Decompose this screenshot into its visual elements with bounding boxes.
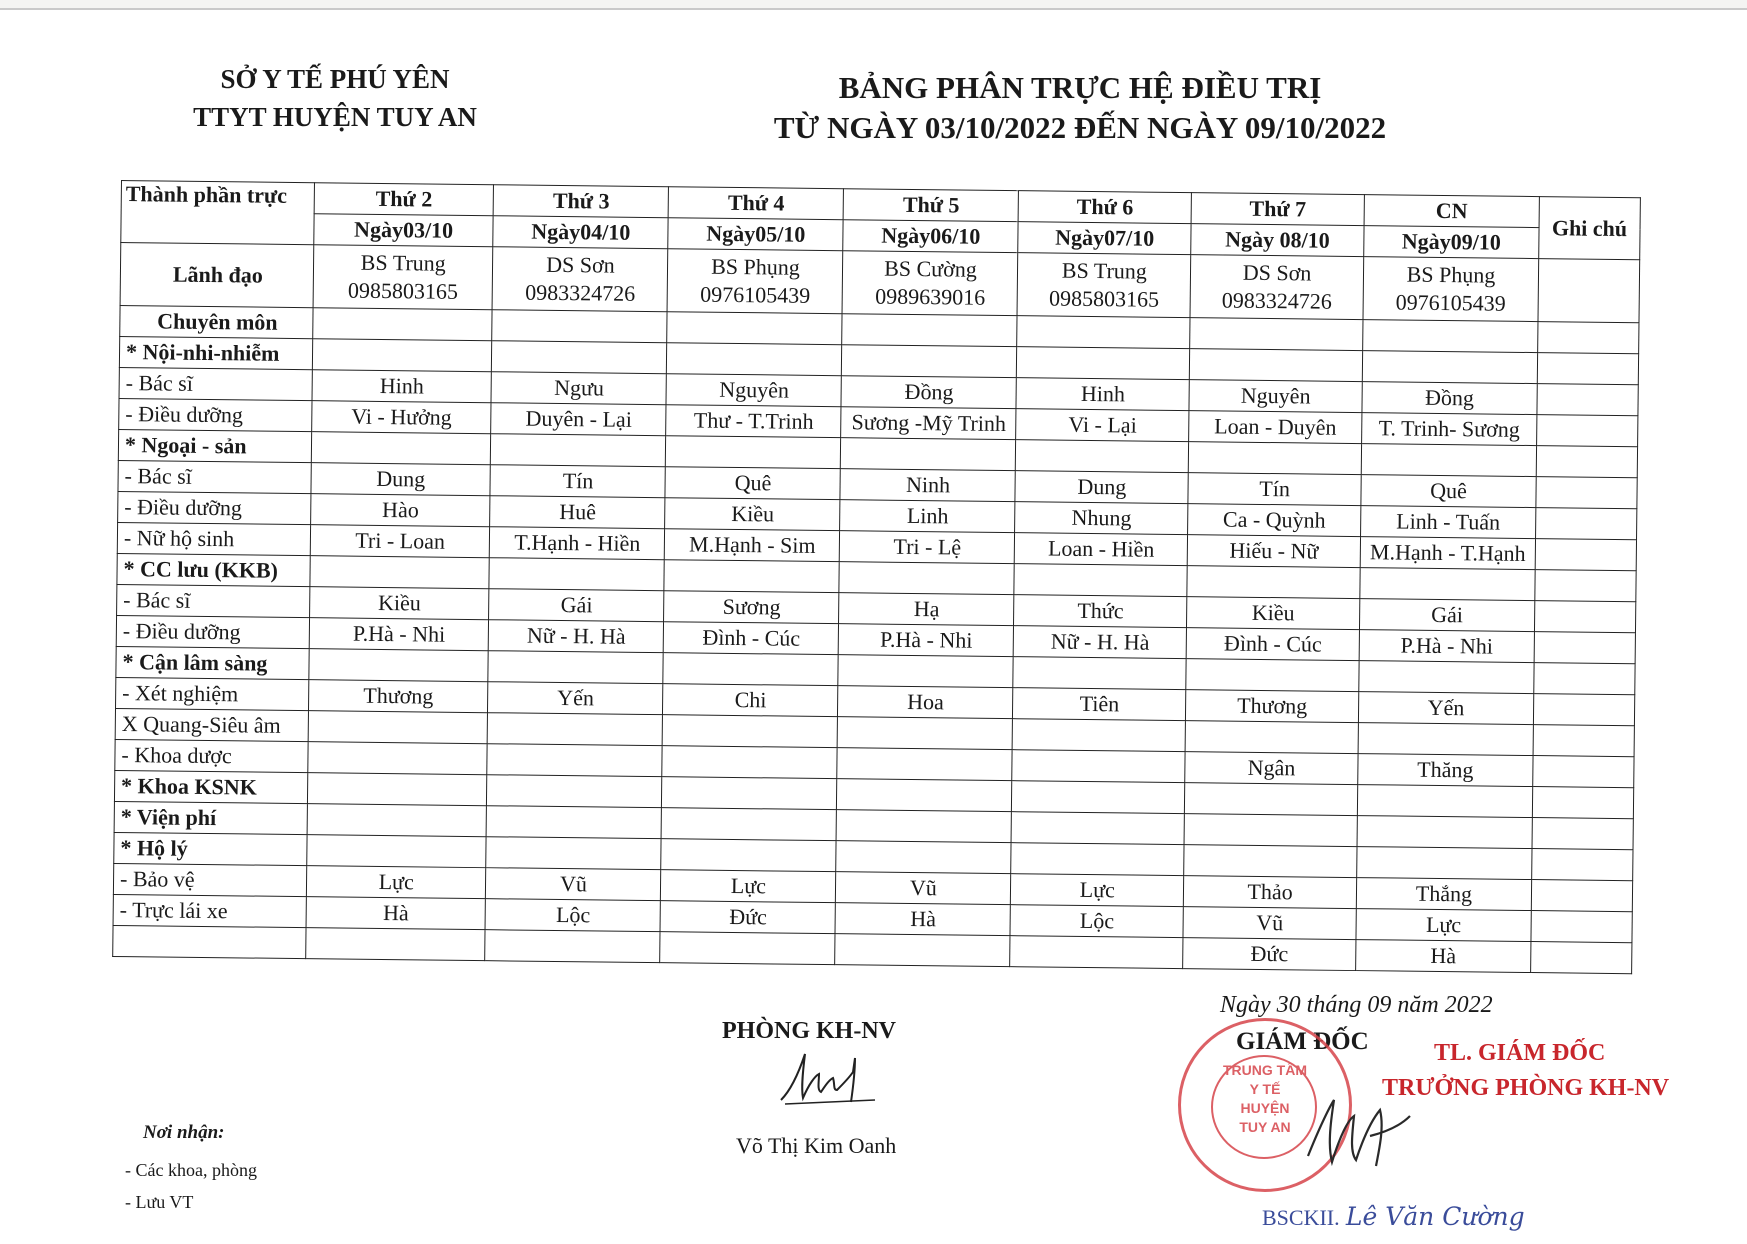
row-label: - Điều dưỡng xyxy=(119,398,312,431)
row-label: * Nội-nhi-nhiễm xyxy=(119,336,312,369)
leader-name: BS Trung xyxy=(1061,257,1148,284)
duty-cell: Yến xyxy=(1358,692,1533,725)
row-label: - Nữ hộ sinh xyxy=(117,522,310,555)
duty-cell xyxy=(664,560,839,593)
duty-cell xyxy=(1184,814,1357,847)
row-label xyxy=(113,925,306,958)
title-line-2: TỪ NGÀY 03/10/2022 ĐẾN NGÀY 09/10/2022 xyxy=(773,110,1387,145)
duty-cell: Đồng xyxy=(1362,382,1537,415)
duty-cell: Ca - Quỳnh xyxy=(1188,504,1361,537)
duty-cell: Hà xyxy=(1356,940,1531,973)
duty-cell xyxy=(308,711,488,744)
on-behalf-title: TL. GIÁM ĐỐC xyxy=(1434,1040,1606,1066)
duty-cell xyxy=(1361,444,1536,477)
duty-cell: Ninh xyxy=(840,469,1015,502)
duty-cell xyxy=(1357,785,1532,818)
planning-dept-title: PHÒNG KH-NV xyxy=(722,1018,896,1044)
duty-cell: Linh xyxy=(840,500,1015,533)
duty-cell: Nguyên xyxy=(666,374,841,407)
duty-cell: Đức xyxy=(1183,938,1356,971)
duty-cell xyxy=(661,839,836,872)
leader-name: DS Sơn xyxy=(1242,259,1312,286)
duty-cell: Chi xyxy=(663,684,838,717)
duty-cell: Lực xyxy=(1011,874,1184,907)
note-cell xyxy=(1533,756,1634,788)
leader-phone: 0976105439 xyxy=(1395,289,1506,316)
note-cell xyxy=(1537,384,1638,416)
leader-cell xyxy=(1190,255,1363,320)
duty-cell: P.Hà - Nhi xyxy=(309,618,489,651)
stamp-line: Y TẾ xyxy=(1249,1081,1281,1097)
duty-cell: Hào xyxy=(311,494,491,527)
leader-name: BS Phụng xyxy=(1406,261,1496,288)
leader-cell xyxy=(1017,253,1190,318)
recipient-item: - Lưu VT xyxy=(125,1192,194,1212)
leader-cell xyxy=(667,249,843,314)
duty-cell xyxy=(1188,442,1361,475)
duty-cell: Hinh xyxy=(312,370,492,403)
duty-cell xyxy=(488,713,663,746)
note-cell xyxy=(1532,787,1633,819)
duty-cell xyxy=(308,742,488,775)
duty-cell xyxy=(1363,320,1538,353)
duty-cell: Vũ xyxy=(1183,907,1356,940)
note-cell xyxy=(1538,322,1639,354)
duty-cell: Lộc xyxy=(1010,905,1183,938)
duty-cell: T.Hạnh - Hiền xyxy=(490,527,665,560)
duty-cell: Gái xyxy=(1359,599,1534,632)
duty-cell xyxy=(1186,659,1359,692)
duty-cell xyxy=(662,777,837,810)
duty-cell: P.Hà - Nhi xyxy=(1359,630,1534,663)
duty-cell xyxy=(1190,318,1363,351)
duty-cell xyxy=(841,438,1016,471)
duty-cell: Hiếu - Nữ xyxy=(1187,535,1360,568)
duty-cell xyxy=(836,841,1011,874)
row-label: X Quang-Siêu âm xyxy=(115,708,308,741)
row-label: - Điều dưỡng xyxy=(118,491,311,524)
duty-cell xyxy=(307,804,487,837)
row-label: * Ngoại - sản xyxy=(118,429,311,462)
leader-phone: 0976105439 xyxy=(700,281,811,308)
duty-cell: Tín xyxy=(490,465,665,498)
note-cell xyxy=(1538,259,1640,323)
duty-cell: Hoa xyxy=(838,686,1013,719)
note-cell xyxy=(1531,880,1632,912)
leader-cell xyxy=(842,251,1018,316)
row-label: * CC lưu (KKB) xyxy=(117,553,310,586)
duty-cell xyxy=(1362,351,1537,384)
duty-cell: Kiều xyxy=(665,498,840,531)
duty-cell: Gái xyxy=(489,589,664,622)
director-signature-icon xyxy=(1300,1086,1420,1176)
duty-cell: Duyên - Lại xyxy=(491,403,666,436)
document-title xyxy=(700,68,1460,148)
duty-cell xyxy=(835,934,1010,967)
weekday-header: CN xyxy=(1364,195,1539,228)
duty-cell xyxy=(1185,721,1358,754)
duty-cell: Tiên xyxy=(1013,688,1186,721)
duty-cell: Dung xyxy=(1015,471,1188,504)
row-label: Chuyên môn xyxy=(120,305,313,338)
duty-cell: Lộc xyxy=(485,899,660,932)
duty-cell: Ngân xyxy=(1185,752,1358,785)
planning-head-signature-icon xyxy=(775,1048,885,1110)
row-label: - Bác sĩ xyxy=(119,367,312,400)
duty-cell: Đồng xyxy=(841,376,1016,409)
duty-cell xyxy=(1011,843,1184,876)
duty-cell: Sương -Mỹ Trinh xyxy=(841,407,1016,440)
row-label: * Khoa KSNK xyxy=(114,770,307,803)
leader-name: BS Trung xyxy=(360,249,446,276)
duty-cell xyxy=(1012,781,1185,814)
duty-cell xyxy=(1357,847,1532,880)
duty-cell xyxy=(839,562,1014,595)
duty-cell: Đức xyxy=(660,901,835,934)
duty-cell xyxy=(313,308,493,341)
duty-cell: Thương xyxy=(1186,690,1359,723)
note-cell xyxy=(1536,446,1637,478)
duty-cell: Tri - Loan xyxy=(310,525,490,558)
duty-cell: Yến xyxy=(488,682,663,715)
duty-cell xyxy=(489,558,664,591)
duty-cell: Tri - Lệ xyxy=(840,531,1015,564)
signing-date: Ngày 30 tháng 09 năm 2022 xyxy=(1220,992,1493,1018)
date-header: Ngày07/10 xyxy=(1018,222,1191,255)
duty-cell xyxy=(488,651,663,684)
duty-cell xyxy=(667,343,842,376)
duty-cell xyxy=(307,835,487,868)
duty-cell: Quê xyxy=(1361,475,1536,508)
duty-cell xyxy=(306,928,486,961)
duty-cell: Nữ - H. Hà xyxy=(1014,626,1187,659)
title-line-1: BẢNG PHÂN TRỰC HỆ ĐIỀU TRỊ xyxy=(838,70,1322,105)
duty-cell xyxy=(837,748,1012,781)
note-cell xyxy=(1534,632,1635,664)
row-label: * Hộ lý xyxy=(114,832,307,865)
duty-cell: M.Hạnh - Sim xyxy=(665,529,840,562)
row-label: - Khoa dược xyxy=(115,739,308,772)
duty-cell: Tín xyxy=(1188,473,1361,506)
corner-label: Thành phần trực xyxy=(121,181,315,245)
leader-phone: 0985803165 xyxy=(1048,285,1160,312)
duty-cell: M.Hạnh - T.Hạnh xyxy=(1360,537,1535,570)
duty-cell xyxy=(1184,845,1357,878)
leader-name: BS Cường xyxy=(884,255,977,282)
stamp-line: TUY AN xyxy=(1239,1119,1291,1135)
date-header: Ngày03/10 xyxy=(314,214,494,247)
duty-cell: Sương xyxy=(664,591,839,624)
duty-cell xyxy=(487,744,662,777)
duty-cell: Đình - Cúc xyxy=(1186,628,1359,661)
duty-cell: T. Trinh- Sương xyxy=(1362,413,1537,446)
duty-cell: Lực xyxy=(1356,909,1531,942)
weekday-header: Thứ 6 xyxy=(1019,191,1192,224)
duty-cell xyxy=(1013,719,1186,752)
planning-head-name: Võ Thị Kim Oanh xyxy=(736,1133,897,1158)
note-cell xyxy=(1536,477,1637,509)
duty-cell: Vi - Hưởng xyxy=(312,401,492,434)
duty-cell: Vũ xyxy=(836,872,1011,905)
duty-cell xyxy=(838,717,1013,750)
note-cell xyxy=(1537,415,1638,447)
duty-cell xyxy=(491,434,666,467)
duty-cell xyxy=(1010,936,1183,969)
recipients-title: Nơi nhận: xyxy=(143,1122,225,1143)
duty-cell: Vũ xyxy=(486,868,661,901)
duty-cell xyxy=(1013,657,1186,690)
duty-cell xyxy=(838,655,1013,688)
duty-cell xyxy=(1014,564,1187,597)
org-line-2: TTYT HUYỆN TUY AN xyxy=(193,102,477,132)
duty-cell: Thư - T.Trinh xyxy=(666,405,841,438)
duty-cell xyxy=(487,806,662,839)
duty-cell: Ngưu xyxy=(491,372,666,405)
duty-cell: P.Hà - Nhi xyxy=(839,624,1014,657)
weekday-header: Thứ 2 xyxy=(314,183,494,216)
row-label: * Cận lâm sàng xyxy=(116,646,309,679)
duty-cell xyxy=(663,653,838,686)
leader-name: DS Sơn xyxy=(546,251,615,278)
duty-cell xyxy=(842,345,1017,378)
row-label: Lãnh đạo xyxy=(120,243,314,308)
duty-cell: Hinh xyxy=(1016,378,1189,411)
duty-cell: Kiều xyxy=(310,587,490,620)
duty-cell: Thức xyxy=(1014,595,1187,628)
head-of-dept-title: TRƯỞNG PHÒNG KH-NV xyxy=(1382,1075,1670,1101)
duty-cell: Lực xyxy=(661,870,836,903)
duty-cell xyxy=(1017,316,1190,349)
duty-cell: Loan - Duyên xyxy=(1189,411,1362,444)
duty-cell: Quê xyxy=(665,467,840,500)
duty-cell: Lực xyxy=(306,866,486,899)
duty-cell xyxy=(1358,723,1533,756)
note-cell xyxy=(1533,694,1634,726)
duty-cell xyxy=(309,649,489,682)
duty-cell xyxy=(307,773,487,806)
duty-cell: Nhung xyxy=(1015,502,1188,535)
weekday-header: Thứ 5 xyxy=(844,189,1019,222)
leader-phone: 0989639016 xyxy=(875,283,986,310)
note-cell xyxy=(1531,911,1632,943)
weekday-header: Thứ 7 xyxy=(1191,193,1364,226)
note-cell xyxy=(1535,570,1636,602)
duty-cell xyxy=(1017,347,1190,380)
note-cell xyxy=(1532,818,1633,850)
date-header: Ngày04/10 xyxy=(493,216,668,249)
row-label: - Bác sĩ xyxy=(117,584,310,617)
duty-cell xyxy=(663,715,838,748)
duty-cell xyxy=(1359,661,1534,694)
director-title: GIÁM ĐỐC xyxy=(1236,1028,1369,1055)
duty-cell: Kiều xyxy=(1187,597,1360,630)
duty-cell xyxy=(666,436,841,469)
date-header: Ngày 08/10 xyxy=(1191,224,1364,257)
duty-cell xyxy=(836,810,1011,843)
row-label: - Xét nghiệm xyxy=(116,677,309,710)
leader-phone: 0983324726 xyxy=(525,279,636,306)
organization-header xyxy=(150,60,520,136)
duty-cell xyxy=(487,775,662,808)
duty-cell xyxy=(660,932,835,965)
note-cell xyxy=(1534,663,1635,695)
duty-cell xyxy=(1357,816,1532,849)
duty-cell: Thắng xyxy=(1356,878,1531,911)
duty-cell xyxy=(1011,812,1184,845)
note-cell xyxy=(1532,849,1633,881)
duty-cell: Hạ xyxy=(839,593,1014,626)
duty-cell xyxy=(492,310,667,343)
duty-cell xyxy=(662,808,837,841)
duty-cell: Thương xyxy=(308,680,488,713)
duty-cell xyxy=(485,930,660,963)
row-label: - Điều dưỡng xyxy=(116,615,309,648)
duty-cell: Thảo xyxy=(1184,876,1357,909)
duty-roster-table xyxy=(112,180,1641,974)
note-cell xyxy=(1535,508,1636,540)
duty-cell: Vi - Lại xyxy=(1016,409,1189,442)
duty-cell xyxy=(312,339,492,372)
duty-cell: Thăng xyxy=(1358,754,1533,787)
duty-cell: Nữ - H. Hà xyxy=(489,620,664,653)
signer-name: Lê Văn Cường xyxy=(1345,1202,1525,1231)
row-label: - Bảo vệ xyxy=(113,863,306,896)
note-cell xyxy=(1534,601,1635,633)
row-label: * Viện phí xyxy=(114,801,307,834)
org-line-1: SỞ Y TẾ PHÚ YÊN xyxy=(220,64,450,94)
notes-header: Ghi chú xyxy=(1539,197,1641,260)
leader-phone: 0983324726 xyxy=(1221,287,1332,314)
leader-cell xyxy=(1363,257,1539,322)
duty-cell xyxy=(310,556,490,589)
note-cell xyxy=(1537,353,1638,385)
duty-cell: Nguyên xyxy=(1189,380,1362,413)
row-label: - Trực lái xe xyxy=(113,894,306,927)
duty-cell xyxy=(1187,566,1360,599)
leader-phone: 0985803165 xyxy=(347,277,459,304)
duty-cell: Dung xyxy=(311,463,491,496)
duty-cell: Linh - Tuấn xyxy=(1361,506,1536,539)
duty-cell xyxy=(311,432,491,465)
row-label: - Bác sĩ xyxy=(118,460,311,493)
date-header: Ngày05/10 xyxy=(668,218,843,251)
duty-cell: Đình - Cúc xyxy=(664,622,839,655)
date-header: Ngày06/10 xyxy=(843,220,1018,253)
weekday-header: Thứ 3 xyxy=(494,185,669,218)
duty-cell xyxy=(842,314,1017,347)
duty-cell xyxy=(1360,568,1535,601)
note-cell xyxy=(1535,539,1636,571)
duty-cell xyxy=(667,312,842,345)
recipient-item: - Các khoa, phòng xyxy=(125,1160,257,1180)
duty-cell xyxy=(1016,440,1189,473)
signer-degree: BSCKII. xyxy=(1262,1205,1340,1230)
weekday-header: Thứ 4 xyxy=(669,187,844,220)
duty-cell xyxy=(662,746,837,779)
leader-cell xyxy=(492,247,668,312)
duty-cell: Loan - Hiền xyxy=(1015,533,1188,566)
director-signer xyxy=(1262,1202,1525,1232)
duty-cell xyxy=(1190,349,1363,382)
duty-cell: Huê xyxy=(490,496,665,529)
duty-cell xyxy=(486,837,661,870)
stamp-line: TRUNG TÂM xyxy=(1223,1062,1307,1078)
duty-cell: Hà xyxy=(306,897,486,930)
duty-cell: Hà xyxy=(835,903,1010,936)
document-page xyxy=(0,8,1747,1244)
date-header: Ngày09/10 xyxy=(1364,226,1539,259)
duty-cell xyxy=(1185,783,1358,816)
note-cell xyxy=(1531,942,1632,974)
stamp-line: HUYỆN xyxy=(1240,1100,1290,1116)
leader-name: BS Phụng xyxy=(711,253,800,280)
duty-cell xyxy=(492,341,667,374)
duty-cell xyxy=(837,779,1012,812)
leader-cell xyxy=(313,245,493,310)
note-cell xyxy=(1533,725,1634,757)
duty-cell xyxy=(1012,750,1185,783)
